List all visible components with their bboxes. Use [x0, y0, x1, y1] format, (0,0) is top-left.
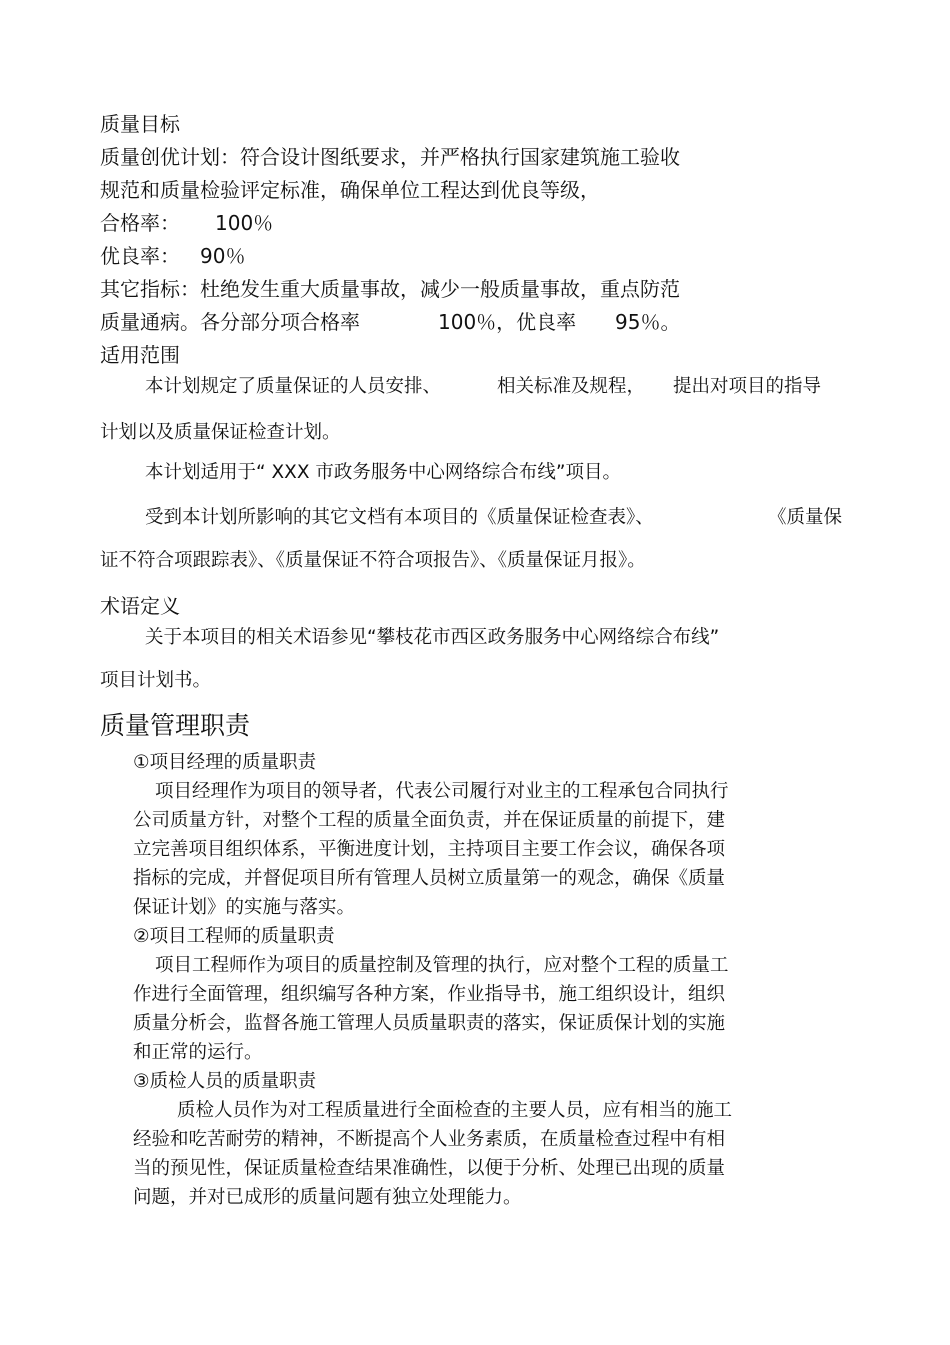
scope-p3-line-1b: 《质量保 [768, 507, 843, 528]
scope-p2: 本计划适用于“ XXX 市政务服务中心网络综合布线”项目。 [145, 462, 621, 483]
pm-duty-line-3: 立完善项目组织体系，平衡进度计划，主持项目主要工作会议，确保各项 [133, 839, 726, 860]
quality-plan-line-1: 质量创优计划：符合设计图纸要求，并严格执行国家建筑施工验收 [100, 145, 680, 169]
pm-duty-line-2: 公司质量方针，对整个工程的质量全面负责，并在保证质量的前提下，建 [133, 810, 726, 831]
inspector-duty-line-4: 问题，并对已成形的质量问题有独立处理能力。 [133, 1187, 522, 1208]
inspector-duty-line-3: 当的预见性，保证质量检查结果准确性，以便于分析、处理已出现的质量 [133, 1158, 726, 1179]
other-targets-line-2c: 95％。 [615, 310, 681, 334]
excellent-rate-label: 优良率： [100, 244, 180, 268]
responsibilities-heading: 质量管理职责 [100, 711, 251, 740]
quality-goal-heading: 质量目标 [100, 112, 180, 136]
engineer-duty-line-4: 和正常的运行。 [133, 1042, 263, 1063]
engineer-duty-line-1: 项目工程师作为项目的质量控制及管理的执行，应对整个工程的质量工 [155, 955, 729, 976]
scope-p1-line-2: 计划以及质量保证检查计划。 [100, 422, 341, 443]
other-targets-line-1: 其它指标：杜绝发生重大质量事故，减少一般质量事故，重点防范 [100, 277, 680, 301]
inspector-duty-title: ③质检人员的质量职责 [133, 1071, 317, 1092]
inspector-duty-line-1: 质检人员作为对工程质量进行全面检查的主要人员，应有相当的施工 [177, 1100, 733, 1121]
scope-p1-line-1a: 本计划规定了质量保证的人员安排、 [145, 376, 442, 397]
terms-heading: 术语定义 [100, 594, 180, 618]
other-targets-line-2b: 100％，优良率 [438, 310, 577, 334]
scope-p3-line-1a: 受到本计划所影响的其它文档有本项目的《质量保证检查表》、 [145, 507, 654, 528]
scope-p1-line-1b: 相关标准及规程， [497, 376, 646, 397]
engineer-duty-title: ②项目工程师的质量职责 [133, 926, 335, 947]
scope-p1-line-1c: 提出对项目的指导 [673, 376, 822, 397]
pm-duty-line-5: 保证计划》的实施与落实。 [133, 897, 356, 918]
pm-duty-title: ①项目经理的质量职责 [133, 752, 317, 773]
engineer-duty-line-2: 作进行全面管理，组织编写各种方案，作业指导书，施工组织设计，组织 [133, 984, 726, 1005]
pass-rate-label: 合格率： [100, 211, 180, 235]
excellent-rate-value: 90％ [200, 244, 246, 268]
scope-heading: 适用范围 [100, 343, 180, 367]
terms-line-2: 项目计划书。 [100, 670, 212, 691]
engineer-duty-line-3: 质量分析会，监督各施工管理人员质量职责的落实，保证质保计划的实施 [133, 1013, 726, 1034]
scope-p3-line-2: 证不符合项跟踪表》、《质量保证不符合项报告》、《质量保证月报》。 [100, 550, 646, 571]
quality-plan-line-2: 规范和质量检验评定标准，确保单位工程达到优良等级， [100, 178, 600, 202]
pass-rate-value: 100％ [215, 211, 274, 235]
other-targets-line-2a: 质量通病。各分部分项合格率 [100, 310, 360, 334]
pm-duty-line-1: 项目经理作为项目的领导者，代表公司履行对业主的工程承包合同执行 [155, 781, 729, 802]
inspector-duty-line-2: 经验和吃苦耐劳的精神，不断提高个人业务素质，在质量检查过程中有相 [133, 1129, 726, 1150]
terms-line-1: 关于本项目的相关术语参见“攀枝花市西区政务服务中心网络综合布线” [145, 627, 720, 648]
pm-duty-line-4: 指标的完成，并督促项目所有管理人员树立质量第一的观念，确保《质量 [133, 868, 726, 889]
